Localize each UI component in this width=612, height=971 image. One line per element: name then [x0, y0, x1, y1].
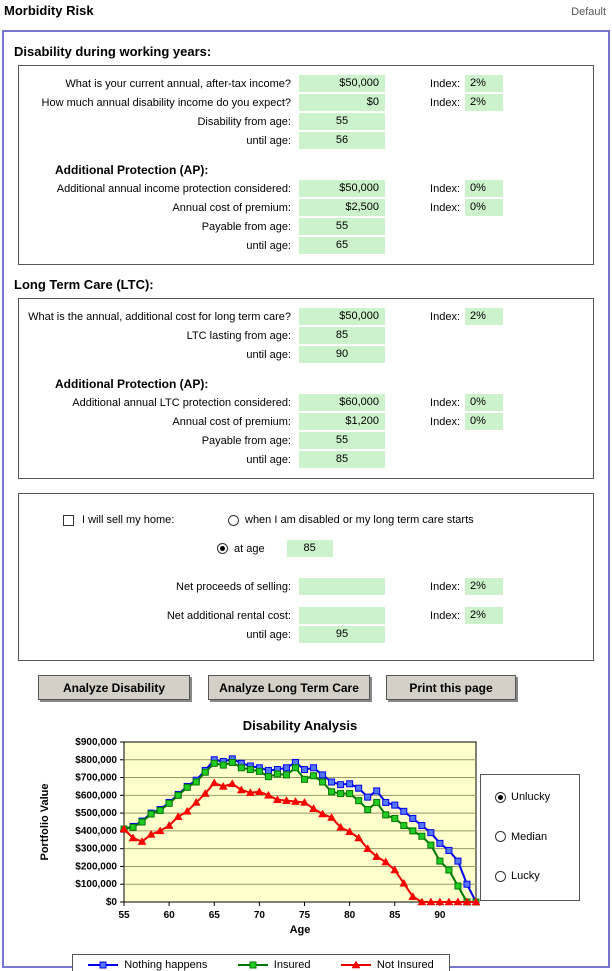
luck-option-unlucky[interactable]: [495, 791, 579, 803]
index-input-cell[interactable]: 2%: [465, 94, 503, 111]
svg-text:$300,000: $300,000: [75, 843, 117, 855]
svg-text:65: 65: [208, 910, 220, 921]
svg-text:$0: $0: [105, 897, 117, 908]
luck-radio-group: [480, 774, 580, 901]
svg-text:70: 70: [253, 910, 265, 921]
input-cell[interactable]: 55: [299, 113, 385, 130]
svg-text:Age: Age: [289, 924, 311, 936]
index-label: Index:: [430, 182, 460, 195]
field-label: What is the annual, additional cost for long term care?: [28, 310, 291, 323]
svg-text:60: 60: [163, 910, 175, 921]
ltc-form-box: [18, 298, 594, 479]
subsection-title: Additional Protection (AP):: [55, 162, 209, 177]
row-spacer: [19, 364, 593, 374]
field-label: until age:: [246, 348, 291, 361]
field-row: [19, 450, 593, 469]
row-spacer: [19, 596, 593, 606]
home-fields: [19, 577, 593, 644]
input-cell[interactable]: $60,000: [299, 394, 385, 411]
luck-option-median[interactable]: [495, 831, 579, 843]
index-input-cell[interactable]: 0%: [465, 394, 503, 411]
field-label: Additional annual LTC protection considered:: [72, 396, 291, 409]
field-label: Payable from age:: [201, 220, 291, 233]
sell-home-label: I will sell my home:: [82, 514, 175, 526]
row-spacer: [19, 150, 593, 160]
index-input-cell[interactable]: 2%: [465, 578, 503, 595]
svg-text:75: 75: [298, 910, 311, 921]
index-label: Index:: [430, 201, 460, 214]
field-row: [19, 160, 593, 179]
field-row: [19, 393, 593, 412]
index-label: Index:: [430, 77, 460, 90]
main-panel: [2, 30, 610, 971]
field-row: [19, 307, 593, 326]
svg-text:$500,000: $500,000: [75, 808, 117, 820]
input-cell[interactable]: $50,000: [299, 75, 385, 92]
input-cell[interactable]: 65: [299, 237, 385, 254]
index-label: Index:: [430, 310, 460, 323]
chart-legend: [72, 954, 450, 971]
field-label: until age:: [246, 134, 291, 147]
input-cell[interactable]: 55: [299, 432, 385, 449]
input-cell[interactable]: $50,000: [299, 308, 385, 325]
field-row: [19, 236, 593, 255]
input-cell[interactable]: 56: [299, 132, 385, 149]
field-row: [19, 345, 593, 364]
input-cell[interactable]: $1,200: [299, 413, 385, 430]
radio-icon[interactable]: [495, 831, 506, 842]
field-row: [19, 74, 593, 93]
legend-item: [238, 959, 311, 971]
field-row: [19, 179, 593, 198]
index-label: Index:: [430, 580, 460, 593]
analyze-disability-button[interactable]: Analyze Disability: [38, 675, 190, 700]
sell-at-age-label: at age: [234, 542, 265, 555]
field-label: Annual cost of premium:: [172, 201, 291, 214]
sell-when-disabled-radio[interactable]: [228, 515, 239, 526]
radio-icon[interactable]: [495, 792, 506, 803]
svg-text:$900,000: $900,000: [75, 737, 117, 748]
field-label: How much annual disability income do you expect?: [41, 96, 291, 109]
legend-swatch-icon: [88, 960, 118, 970]
page-header: [4, 3, 606, 18]
field-label: Net additional rental cost:: [166, 609, 291, 622]
field-label: What is your current annual, after-tax income?: [65, 77, 291, 90]
svg-text:Disability Analysis: Disability Analysis: [242, 718, 358, 733]
field-row: [19, 198, 593, 217]
field-label: Disability from age:: [197, 115, 291, 128]
profile-label: Default: [571, 6, 606, 18]
legend-swatch-icon: [341, 960, 371, 970]
index-input-cell[interactable]: 0%: [465, 180, 503, 197]
svg-text:85: 85: [389, 910, 401, 921]
legend-label: Nothing happens: [124, 959, 208, 971]
svg-text:$700,000: $700,000: [75, 772, 117, 784]
field-row: [19, 374, 593, 393]
button-row: [38, 675, 602, 700]
legend-swatch-icon: [238, 960, 268, 970]
luck-option-label: Median: [511, 830, 548, 843]
input-cell[interactable]: 95: [299, 626, 385, 643]
input-cell[interactable]: $50,000: [299, 180, 385, 197]
ltc-section-title: Long Term Care (LTC):: [14, 277, 154, 292]
field-label: until age:: [246, 453, 291, 466]
input-cell[interactable]: [299, 578, 385, 595]
svg-text:55: 55: [118, 910, 130, 921]
input-cell[interactable]: 85: [299, 451, 385, 468]
field-label: Additional annual income protection considered:: [56, 182, 291, 195]
field-label: until age:: [246, 628, 291, 641]
luck-option-label: Lucky: [511, 870, 540, 882]
index-input-cell[interactable]: 0%: [465, 199, 503, 216]
svg-text:$800,000: $800,000: [75, 754, 117, 766]
field-label: LTC lasting from age:: [186, 329, 291, 342]
field-row: [19, 131, 593, 150]
index-input-cell[interactable]: 2%: [465, 75, 503, 92]
index-input-cell[interactable]: 2%: [465, 607, 503, 624]
input-cell[interactable]: 90: [299, 346, 385, 363]
index-label: Index:: [430, 609, 460, 622]
sell-when-disabled-label: when I am disabled or my long term care starts: [245, 514, 474, 526]
field-row: [19, 577, 593, 596]
svg-text:$600,000: $600,000: [75, 790, 117, 802]
radio-icon[interactable]: [495, 871, 506, 882]
analyze-ltc-button[interactable]: Analyze Long Term Care: [208, 675, 370, 700]
input-cell[interactable]: [299, 607, 385, 624]
legend-label: Not Insured: [376, 959, 434, 971]
field-label: until age:: [246, 239, 291, 252]
subsection-title: Additional Protection (AP):: [55, 376, 209, 391]
luck-option-lucky[interactable]: [495, 870, 579, 882]
disability-analysis-chart: [36, 716, 486, 952]
index-label: Index:: [430, 96, 460, 109]
disability-section-title: Disability during working years:: [14, 44, 212, 59]
chart-section: [10, 716, 602, 971]
field-row: [19, 431, 593, 450]
legend-item: [88, 959, 207, 971]
field-row: [19, 217, 593, 236]
svg-text:$200,000: $200,000: [75, 861, 117, 873]
input-cell[interactable]: $0: [299, 94, 385, 111]
svg-text:90: 90: [434, 910, 446, 921]
disability-form-box: [18, 65, 594, 265]
field-row: [19, 93, 593, 112]
field-row: [19, 112, 593, 131]
field-row: [19, 412, 593, 431]
luck-option-label: Unlucky: [511, 791, 551, 803]
index-input-cell[interactable]: 2%: [465, 308, 503, 325]
field-label: Payable from age:: [201, 434, 291, 447]
print-page-button[interactable]: Print this page: [386, 675, 516, 700]
sell-at-age-radio[interactable]: [217, 543, 228, 554]
field-label: Net proceeds of selling:: [176, 580, 291, 593]
index-input-cell[interactable]: 0%: [465, 413, 503, 430]
svg-text:$400,000: $400,000: [75, 825, 117, 837]
field-row: [19, 326, 593, 345]
field-row: [19, 606, 593, 625]
legend-item: [341, 959, 434, 971]
sell-home-checkbox[interactable]: [63, 515, 74, 526]
svg-text:80: 80: [344, 910, 356, 921]
svg-text:Portfolio Value: Portfolio Value: [39, 783, 51, 861]
field-row: [19, 625, 593, 644]
input-cell[interactable]: 85: [299, 327, 385, 344]
field-label: Annual cost of premium:: [172, 415, 291, 428]
svg-text:$100,000: $100,000: [75, 879, 117, 891]
home-sale-box: [18, 493, 594, 661]
page-title: Morbidity Risk: [4, 3, 94, 18]
sell-at-age-input-cell[interactable]: 85: [287, 540, 333, 557]
legend-label: Insured: [273, 959, 311, 971]
index-label: Index:: [430, 396, 460, 409]
input-cell[interactable]: $2,500: [299, 199, 385, 216]
input-cell[interactable]: 55: [299, 218, 385, 235]
index-label: Index:: [430, 415, 460, 428]
